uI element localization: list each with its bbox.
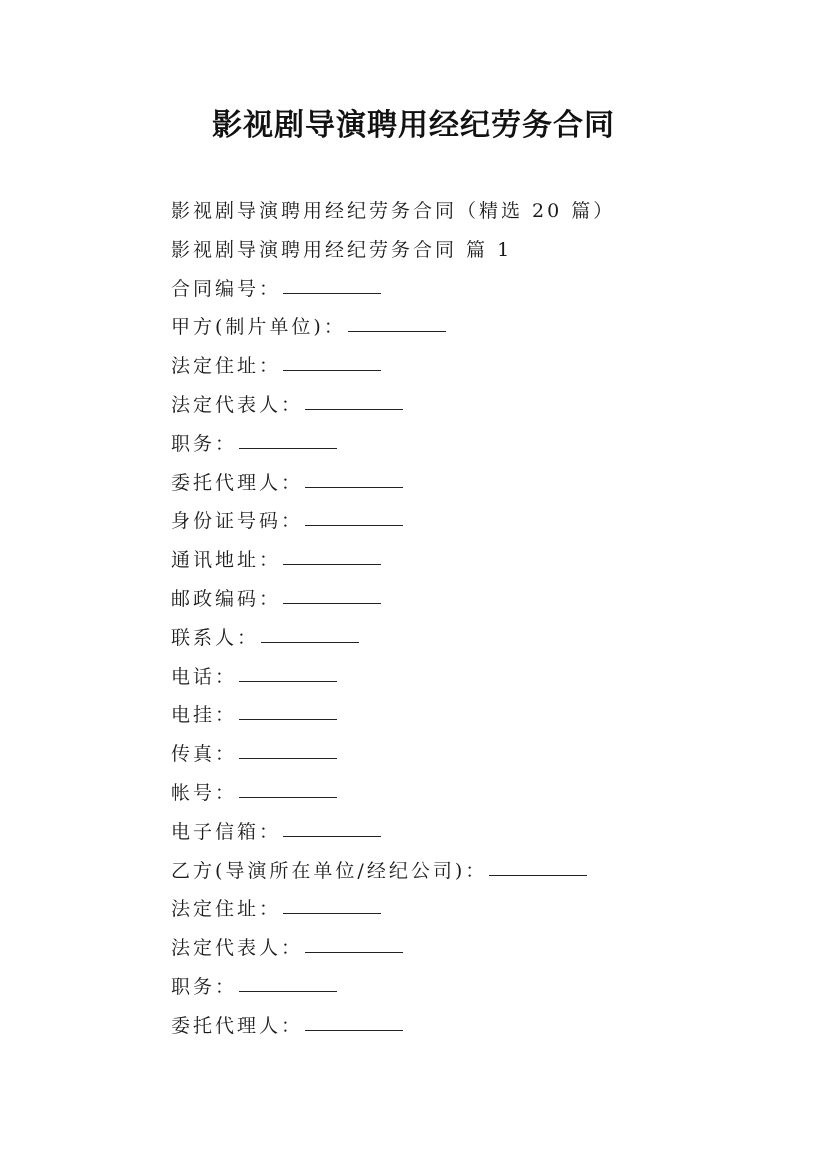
- blank-underline: [283, 546, 381, 565]
- section-heading: [171, 235, 791, 274]
- field-label: 传真：: [171, 743, 238, 766]
- field-label: 帐号：: [171, 781, 238, 804]
- blank-underline: [348, 313, 446, 332]
- field-line: [171, 856, 791, 895]
- blank-underline: [489, 857, 587, 876]
- blank-underline: [239, 701, 337, 720]
- blank-underline: [283, 818, 381, 837]
- field-label: 乙方(导演所在单位/经纪公司)：: [171, 859, 488, 882]
- blank-underline: [239, 973, 337, 992]
- field-line: [171, 817, 791, 856]
- field-label: 甲方(制片单位)：: [171, 316, 346, 339]
- field-label: 法定住址：: [171, 355, 282, 378]
- field-line: [171, 972, 791, 1011]
- field-label: 职务：: [171, 975, 238, 998]
- section-heading-text: 影视剧导演聘用经纪劳务合同 篇 1: [171, 238, 513, 261]
- document-body: [171, 196, 791, 1050]
- field-label: 邮政编码：: [171, 587, 282, 610]
- document-title: 影视剧导演聘用经纪劳务合同: [212, 108, 615, 143]
- intro-line: [171, 196, 791, 235]
- blank-underline: [305, 391, 403, 410]
- blank-underline: [239, 663, 337, 682]
- blank-underline: [305, 1012, 403, 1031]
- field-line: [171, 778, 791, 817]
- blank-underline: [283, 585, 381, 604]
- field-label: 委托代理人：: [171, 1014, 304, 1037]
- field-label: 法定代表人：: [171, 937, 304, 960]
- field-line: [171, 623, 791, 662]
- field-line: [171, 700, 791, 739]
- blank-underline: [239, 740, 337, 759]
- field-label: 联系人：: [171, 626, 260, 649]
- blank-underline: [305, 469, 403, 488]
- blank-underline: [283, 895, 381, 914]
- field-line: [171, 468, 791, 507]
- blank-underline: [283, 352, 381, 371]
- blank-underline: [261, 624, 359, 643]
- intro-text: 影视剧导演聘用经纪劳务合同（精选 20 篇）: [171, 200, 616, 222]
- field-label: 法定代表人：: [171, 393, 304, 416]
- field-line: [171, 545, 791, 584]
- field-label: 通讯地址：: [171, 549, 282, 572]
- field-label: 合同编号：: [171, 277, 282, 300]
- blank-underline: [239, 779, 337, 798]
- field-label: 职务：: [171, 432, 238, 455]
- field-line: [171, 390, 791, 429]
- field-line: [171, 933, 791, 972]
- field-label: 委托代理人：: [171, 471, 304, 494]
- blank-underline: [283, 275, 381, 294]
- field-line: [171, 1011, 791, 1050]
- field-line: [171, 506, 791, 545]
- field-line: [171, 662, 791, 701]
- field-label: 身份证号码：: [171, 510, 304, 533]
- blank-underline: [239, 430, 337, 449]
- field-label: 电子信箱：: [171, 820, 282, 843]
- field-line: [171, 584, 791, 623]
- field-line: [171, 312, 791, 351]
- field-line: [171, 739, 791, 778]
- field-line: [171, 429, 791, 468]
- field-label: 电话：: [171, 665, 238, 688]
- field-line: [171, 351, 791, 390]
- field-label: 电挂：: [171, 704, 238, 727]
- field-line: [171, 274, 791, 313]
- blank-underline: [305, 507, 403, 526]
- field-line: [171, 894, 791, 933]
- field-label: 法定住址：: [171, 898, 282, 921]
- blank-underline: [305, 934, 403, 953]
